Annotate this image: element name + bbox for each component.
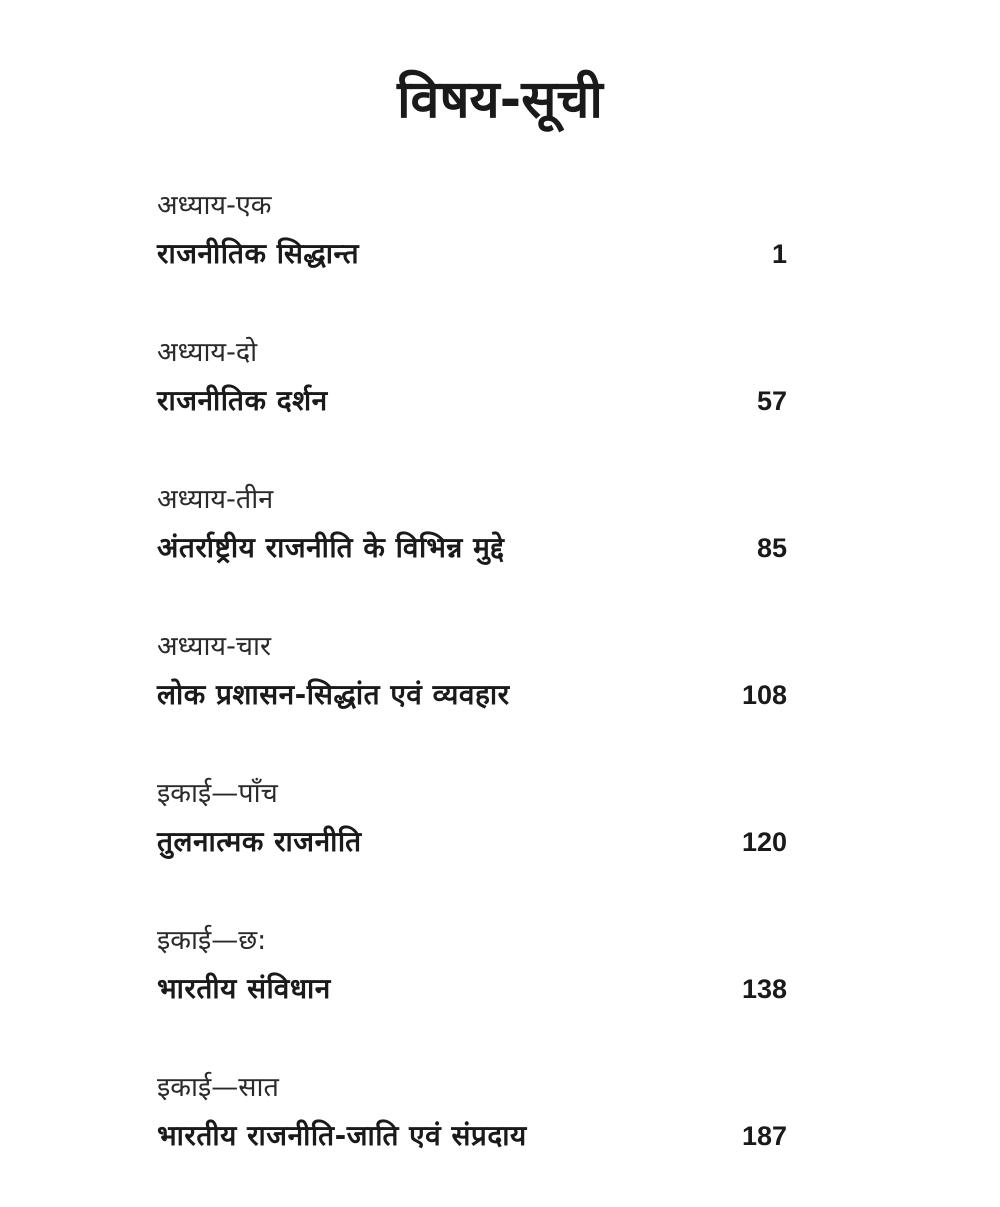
toc-row — [157, 234, 787, 274]
chapter-label: अध्याय-एक — [157, 190, 272, 221]
page-number: 187 — [741, 1121, 787, 1151]
page-number: 120 — [741, 827, 787, 857]
toc-entry — [157, 325, 787, 472]
page-number: 57 — [756, 386, 787, 416]
unit-title: भारतीय संविधान — [157, 972, 331, 1005]
unit-title: भारतीय राजनीति-जाति एवं संप्रदाय — [157, 1119, 527, 1152]
toc-row — [157, 969, 787, 1009]
chapter-title: लोक प्रशासन-सिद्धांत एवं व्यवहार — [157, 678, 510, 711]
page-number: 85 — [756, 533, 787, 563]
toc-entry — [157, 178, 787, 325]
chapter-title: अंतर्राष्ट्रीय राजनीति के विभिन्न मुद्दे — [157, 531, 505, 564]
toc-row — [157, 822, 787, 862]
unit-title: तुलनात्मक राजनीति — [157, 825, 362, 858]
page-number: 138 — [741, 974, 787, 1004]
page-number: 1 — [771, 239, 787, 269]
toc-entry — [157, 619, 787, 766]
unit-label: इकाई—छ: — [157, 925, 267, 956]
unit-label: इकाई—सात — [157, 1072, 279, 1103]
unit-label: इकाई—पाँच — [157, 778, 278, 809]
chapter-title: राजनीतिक दर्शन — [157, 384, 328, 417]
chapter-label: अध्याय-चार — [157, 631, 272, 662]
chapter-label: अध्याय-तीन — [157, 484, 274, 515]
toc-row — [157, 381, 787, 421]
toc-entry — [157, 472, 787, 619]
page-title: विषय-सूची — [397, 70, 603, 130]
toc-row — [157, 1116, 787, 1156]
table-of-contents — [157, 178, 787, 1207]
toc-entry — [157, 1060, 787, 1207]
toc-row — [157, 675, 787, 715]
toc-entry — [157, 913, 787, 1060]
chapter-label: अध्याय-दो — [157, 337, 258, 368]
toc-entry — [157, 766, 787, 913]
toc-row — [157, 528, 787, 568]
page-number: 108 — [741, 680, 787, 710]
chapter-title: राजनीतिक सिद्धान्त — [157, 237, 360, 270]
